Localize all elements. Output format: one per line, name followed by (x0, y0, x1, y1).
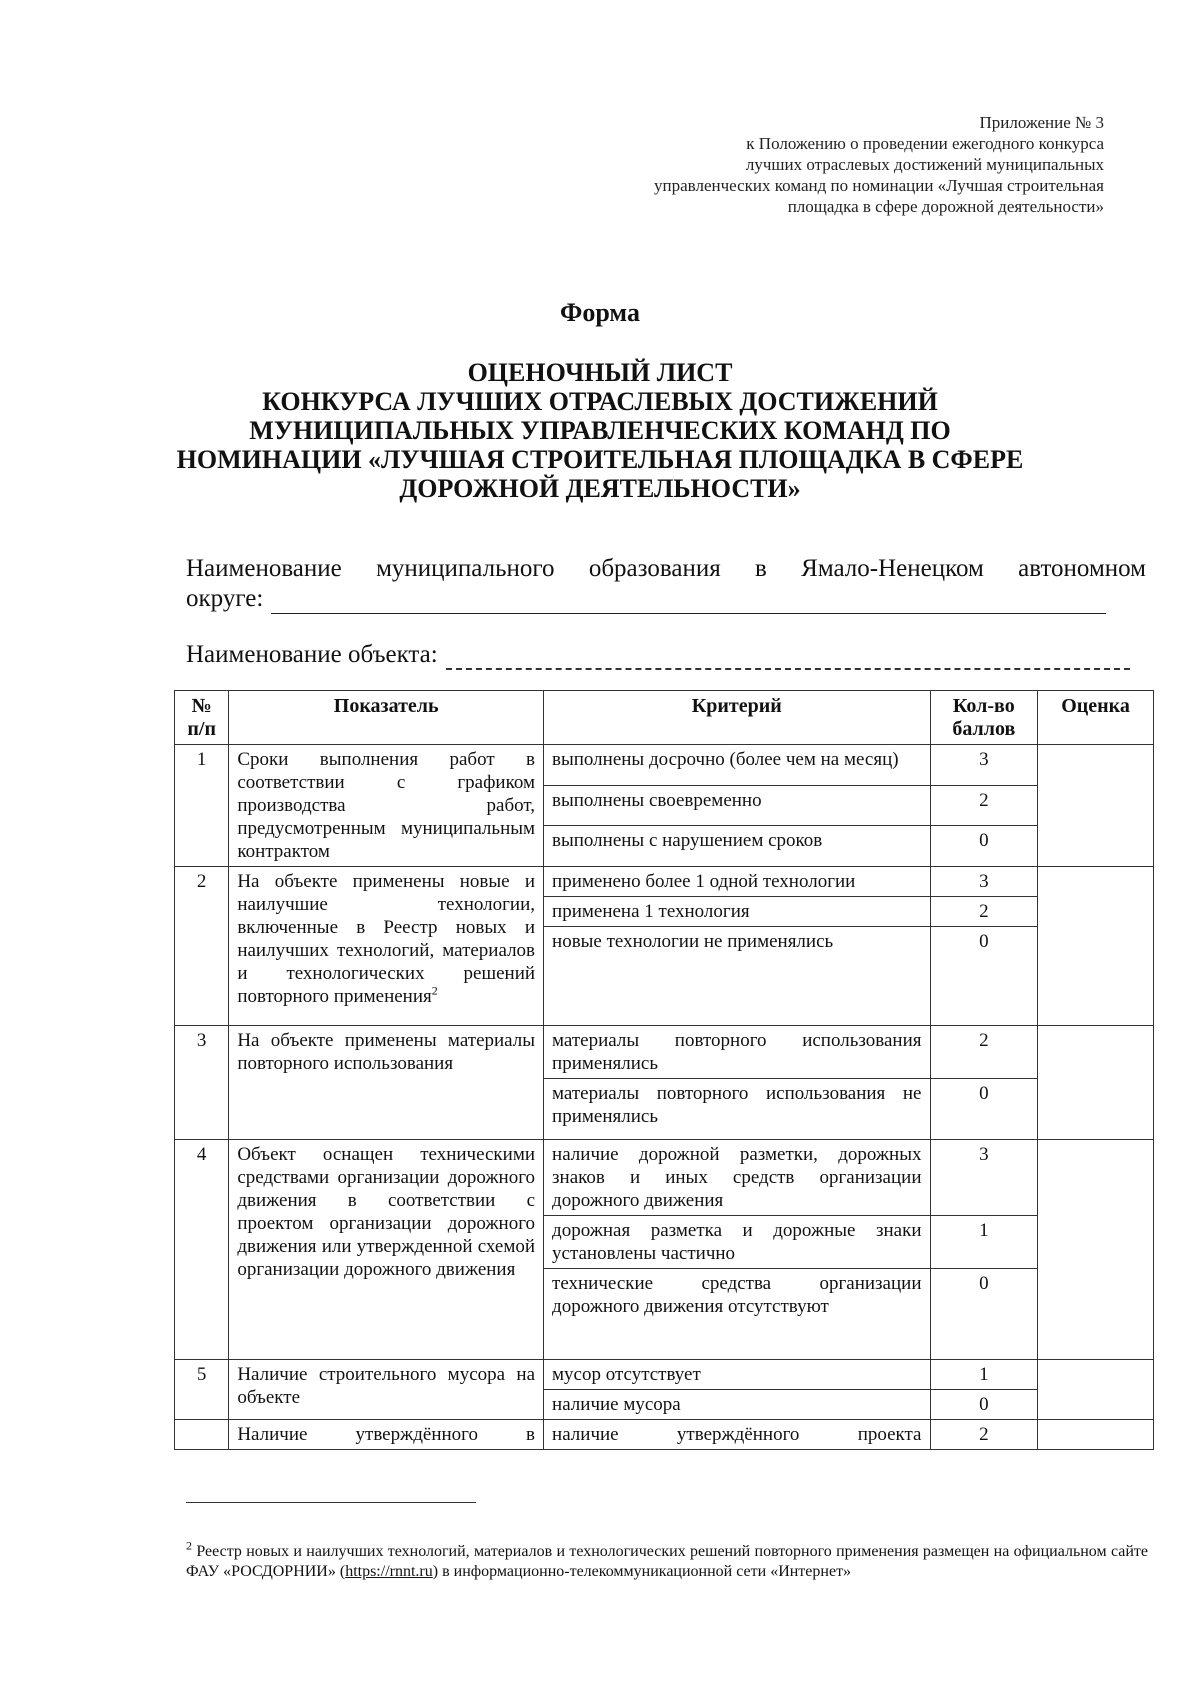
footnote (186, 1538, 1148, 1582)
row-score-cell[interactable] (1038, 1026, 1154, 1140)
row-indicator (229, 867, 544, 1026)
row-points: 0 (930, 826, 1038, 867)
row-indicator: Наличие утверждённого в (229, 1420, 544, 1450)
title-line: МУНИЦИПАЛЬНЫХ УПРАВЛЕНЧЕСКИХ КОМАНД ПО (249, 416, 951, 445)
row-points: 2 (930, 1026, 1038, 1079)
table-row (175, 1140, 1154, 1216)
appendix-reference (464, 112, 1104, 217)
title-line: КОНКУРСА ЛУЧШИХ ОТРАСЛЕВЫХ ДОСТИЖЕНИЙ (262, 387, 938, 416)
table-row (175, 1026, 1154, 1079)
row-points: 0 (930, 927, 1038, 1026)
header-criterion: Критерий (544, 691, 930, 745)
document-title (150, 358, 1050, 503)
footnote-text-end: ) в информационно-телекоммуникационной сети «Интернет» (432, 1563, 852, 1580)
row-criterion: материалы повторного использования не применялись (544, 1079, 930, 1140)
row-criterion: наличие утверждённого проекта (544, 1420, 930, 1450)
table-header-row (175, 691, 1154, 745)
row-indicator: Сроки выполнения работ в соответствии с графиком производства работ, предусмотренным муниципальным контрактом (229, 745, 544, 867)
footnote-link[interactable]: https://rnnt.ru (345, 1563, 433, 1580)
object-input-line[interactable] (446, 648, 1130, 670)
title-line: ОЦЕНОЧНЫЙ ЛИСТ (467, 358, 733, 387)
table-row (175, 867, 1154, 897)
footnote-divider (186, 1502, 476, 1503)
object-label: Наименование объекта: (186, 641, 438, 668)
row-indicator: Наличие строительного мусора на объекте (229, 1360, 544, 1420)
row-points: 2 (930, 897, 1038, 927)
row-criterion: материалы повторного использования применялись (544, 1026, 930, 1079)
evaluation-table (174, 690, 1154, 1450)
row-num: 2 (175, 867, 229, 1026)
row-points: 2 (930, 1420, 1038, 1450)
row-points: 1 (930, 1216, 1038, 1269)
row-indicator: На объекте применены материалы повторного использования (229, 1026, 544, 1140)
row-score-cell[interactable] (1038, 1360, 1154, 1420)
municipality-field (186, 554, 1146, 614)
title-line: НОМИНАЦИИ «ЛУЧШАЯ СТРОИТЕЛЬНАЯ ПЛОЩАДКА В СФЕРЕ (176, 445, 1024, 474)
appendix-line: управленческих команд по номинации «Лучшая строительная (654, 176, 1104, 195)
table-row (175, 1360, 1154, 1390)
row-points: 0 (930, 1269, 1038, 1360)
row-criterion: выполнены досрочно (более чем на месяц) (544, 745, 930, 786)
row-criterion: наличие мусора (544, 1390, 930, 1420)
row-points: 3 (930, 745, 1038, 786)
row-points: 0 (930, 1390, 1038, 1420)
row-criterion: применена 1 технология (544, 897, 930, 927)
row-criterion: мусор отсутствует (544, 1360, 930, 1390)
footnote-text: Реестр новых и наилучших технологий, материалов и технологических решений повторного применения размещен на официальном сайте ФАУ «РОСДОРНИИ» ( (186, 1543, 1148, 1580)
row-criterion: новые технологии не применялись (544, 927, 930, 1026)
header-points: Кол-во баллов (930, 691, 1038, 745)
title-line: ДОРОЖНОЙ ДЕЯТЕЛЬНОСТИ» (399, 474, 801, 503)
footnote-marker: 2 (431, 983, 438, 998)
table-body (175, 745, 1154, 1450)
row-score-cell[interactable] (1038, 745, 1154, 867)
municipality-label: Наименование муниципального образования в Ямало-Ненецком автономном (186, 555, 1146, 582)
row-num: 1 (175, 745, 229, 867)
row-num: 3 (175, 1026, 229, 1140)
row-score-cell[interactable] (1038, 1420, 1154, 1450)
row-num: 4 (175, 1140, 229, 1360)
header-score: Оценка (1038, 691, 1154, 745)
appendix-line: Приложение № 3 (979, 113, 1104, 132)
row-criterion: выполнены своевременно (544, 785, 930, 826)
row-points: 1 (930, 1360, 1038, 1390)
row-criterion: технические средства организации дорожного движения отсутствуют (544, 1269, 930, 1360)
row-num (175, 1420, 229, 1450)
appendix-line: к Положению о проведении ежегодного конкурса (746, 134, 1104, 153)
row-num: 5 (175, 1360, 229, 1420)
row-indicator-text: На объекте применены новые и наилучшие технологии, включенные в Реестр новых и наилучших технологий, материалов и технологических решений повторного применения (237, 871, 536, 1007)
object-field (186, 640, 1130, 670)
row-points: 3 (930, 1140, 1038, 1216)
row-points: 3 (930, 867, 1038, 897)
row-points: 0 (930, 1079, 1038, 1140)
header-indicator: Показатель (229, 691, 544, 745)
footnote-marker: 2 (186, 1538, 192, 1553)
appendix-line: лучших отраслевых достижений муниципальных (745, 155, 1104, 174)
form-label: Форма (560, 298, 640, 327)
appendix-line: площадка в сфере дорожной деятельности» (787, 197, 1104, 216)
table-row (175, 745, 1154, 786)
header-num: № п/п (175, 691, 229, 745)
row-points: 2 (930, 785, 1038, 826)
row-criterion: дорожная разметка и дорожные знаки установлены частично (544, 1216, 930, 1269)
municipality-label-end: округе: (186, 585, 264, 612)
row-indicator: Объект оснащен техническими средствами организации дорожного движения в соответствии с проектом организации дорожного движения или утвержденной схемой организации дорожного движения (229, 1140, 544, 1360)
municipality-input-line[interactable] (271, 591, 1106, 614)
row-criterion: наличие дорожной разметки, дорожных знаков и иных средств организации дорожного движения (544, 1140, 930, 1216)
row-score-cell[interactable] (1038, 867, 1154, 1026)
row-criterion: выполнены с нарушением сроков (544, 826, 930, 867)
row-score-cell[interactable] (1038, 1140, 1154, 1360)
row-criterion: применено более 1 одной технологии (544, 867, 930, 897)
table-row (175, 1420, 1154, 1450)
